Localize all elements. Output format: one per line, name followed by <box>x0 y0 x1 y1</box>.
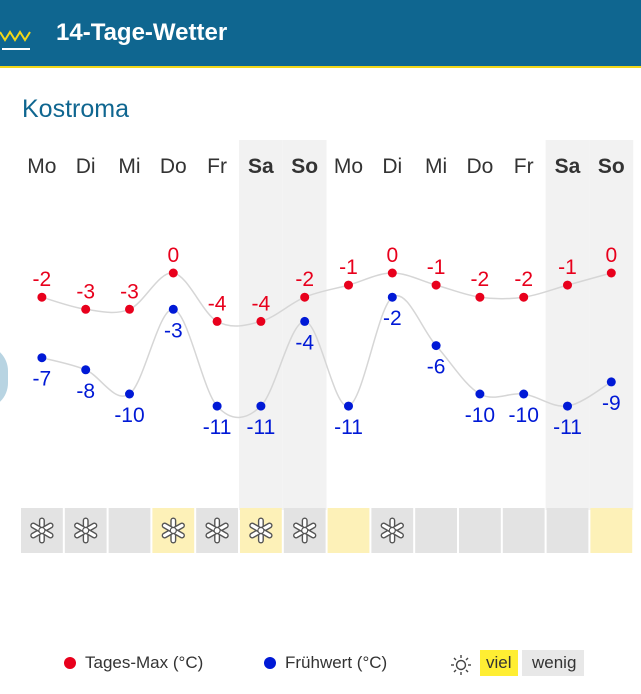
page-title: 14-Tage-Wetter <box>56 19 228 46</box>
legend <box>0 648 641 682</box>
min-temp-point <box>256 402 265 411</box>
min-temp-label: -11 <box>246 416 276 440</box>
day-label: Mo <box>333 155 364 178</box>
temperature-chart <box>0 140 641 560</box>
day-label: So <box>291 155 319 178</box>
min-temp-label: -3 <box>163 319 183 343</box>
max-temp-label: -1 <box>339 256 358 280</box>
day-label: Mi <box>425 155 448 178</box>
min-temp-point <box>432 341 441 350</box>
legend-label-max: Tages-Max (°C) <box>85 653 204 672</box>
min-temp-point <box>300 317 309 326</box>
legend-label-min: Frühwert (°C) <box>285 653 388 672</box>
max-temp-point <box>563 281 572 290</box>
max-temp-point <box>169 269 178 278</box>
sunshine-cell <box>415 508 457 553</box>
sunshine-cell <box>503 508 545 553</box>
min-temp-label: -11 <box>553 416 582 440</box>
max-temp-label: 0 <box>605 244 618 267</box>
min-temp-label: -10 <box>464 404 496 427</box>
max-temp-point <box>213 317 222 326</box>
day-label: Sa <box>248 155 274 178</box>
max-temp-point <box>256 317 265 326</box>
min-temp-label: -9 <box>601 391 621 415</box>
sunshine-cell <box>328 508 370 553</box>
weekend-band <box>589 140 633 510</box>
max-temp-point <box>81 305 90 314</box>
max-temp-label: -2 <box>295 268 315 292</box>
min-temp-point <box>81 365 90 374</box>
day-label: Do <box>466 155 494 178</box>
min-temp-point <box>475 390 484 399</box>
red-dot-icon <box>64 657 76 669</box>
min-temp-label: -10 <box>114 404 145 427</box>
sunshine-cell <box>459 508 501 553</box>
max-temp-label: -1 <box>558 256 577 280</box>
weekend-band <box>546 140 590 510</box>
min-temp-label: -2 <box>382 307 402 331</box>
min-temp-point <box>607 377 616 386</box>
legend-item-max <box>64 653 203 673</box>
day-label: Sa <box>554 155 581 178</box>
day-label: Do <box>159 155 187 178</box>
day-label: Di <box>382 155 403 178</box>
min-temp-point <box>388 293 397 302</box>
blue-dot-icon <box>264 657 276 669</box>
day-label: Mo <box>27 155 57 178</box>
max-temp-label: -4 <box>251 292 271 316</box>
day-label: So <box>597 155 625 178</box>
min-temp-point <box>519 390 528 399</box>
max-temp-label: -2 <box>470 268 490 292</box>
max-temp-label: -4 <box>207 292 227 316</box>
day-label: Di <box>75 155 96 178</box>
max-temp-label: 0 <box>386 244 399 267</box>
min-temp-point <box>125 390 134 399</box>
min-temp-label: -8 <box>76 379 96 403</box>
min-temp-label: -11 <box>334 416 363 440</box>
max-temp-label: -2 <box>32 268 52 292</box>
legend-viel: viel <box>480 650 518 676</box>
legend-wenig: wenig <box>522 650 584 676</box>
min-temp-point <box>37 353 46 362</box>
sunshine-cell <box>590 508 632 553</box>
max-temp-point <box>37 293 46 302</box>
max-temp-label: -2 <box>514 268 534 292</box>
min-temp-label: -4 <box>295 331 315 355</box>
day-label: Mi <box>118 155 141 178</box>
max-temp-point <box>344 281 353 290</box>
max-temp-point <box>519 293 528 302</box>
min-temp-point <box>169 305 178 314</box>
max-temp-label: 0 <box>167 244 180 267</box>
max-temp-point <box>125 305 134 314</box>
location-name: Kostroma <box>22 95 129 123</box>
day-label: Fr <box>207 155 228 178</box>
max-temp-point <box>388 269 397 278</box>
temperature-wave-icon <box>0 22 34 52</box>
max-temp-label: -3 <box>76 280 96 304</box>
min-temp-point <box>563 402 572 411</box>
day-label: Fr <box>513 155 534 178</box>
max-temp-label: -1 <box>426 256 446 280</box>
legend-item-min <box>264 653 387 673</box>
min-temp-label: -6 <box>426 355 446 379</box>
sunshine-cell <box>109 508 151 553</box>
app-header <box>0 0 641 68</box>
max-temp-point <box>300 293 309 302</box>
min-temp-point <box>213 402 222 411</box>
sun-icon <box>450 654 472 676</box>
min-temp-point <box>344 402 353 411</box>
max-temp-label: -3 <box>120 280 139 304</box>
max-temp-point <box>607 269 616 278</box>
max-temp-point <box>475 293 484 302</box>
min-temp-label: -10 <box>508 404 539 427</box>
sunshine-cell <box>547 508 589 553</box>
max-temp-point <box>432 281 441 290</box>
min-temp-label: -7 <box>32 367 52 391</box>
min-temp-label: -11 <box>202 416 232 440</box>
